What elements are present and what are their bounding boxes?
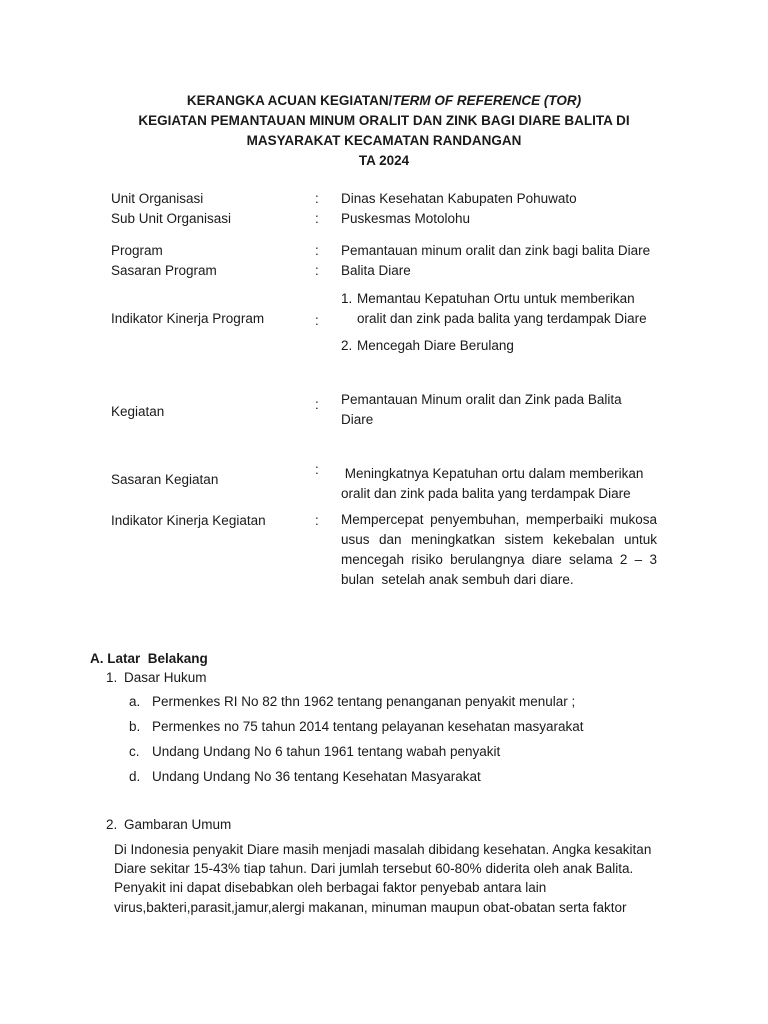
field-value-sasaran-kegiatan-line-2: oralit dan zink pada balita yang terdampak Diare (341, 486, 631, 501)
dasar-hukum-item: Undang Undang No 36 tentang Kesehatan Masyarakat (152, 769, 481, 784)
list-number: 1. (106, 670, 118, 685)
gambaran-umum-line-3: Penyakit ini dapat disebabkan oleh berbagai faktor penyebab antara lain (114, 880, 547, 895)
indikator-kegiatan-line-2: usus dan meningkatkan sistem kekebalan untuk (341, 532, 657, 547)
doc-title-italic: TERM OF REFERENCE (TOR) (392, 93, 582, 108)
indikator-kegiatan-line-4: bulan setelah anak sembuh dari diare. (341, 572, 574, 587)
field-value-sasaran-kegiatan-line-1: Meningkatnya Kepatuhan ortu dalam memberikan (341, 466, 644, 481)
field-label-kegiatan: Kegiatan (111, 404, 165, 419)
field-colon: : (315, 243, 319, 258)
subsection-title-gambaran-umum: Gambaran Umum (124, 817, 232, 832)
dasar-hukum-item: Permenkes no 75 tahun 2014 tentang pelayanan kesehatan masyarakat (152, 719, 584, 734)
gambaran-umum-line-1: Di Indonesia penyakit Diare masih menjadi masalah dibidang kesehatan. Angka kesakitan (114, 842, 652, 857)
doc-title-line-3: MASYARAKAT KECAMATAN RANDANGAN (246, 133, 522, 148)
field-colon: : (315, 513, 319, 528)
list-letter: d. (129, 769, 141, 784)
field-label-program: Program (111, 243, 163, 258)
doc-title-line-2: KEGIATAN PEMANTAUAN MINUM ORALIT DAN ZINK BAGI DIARE BALITA DI (138, 113, 630, 128)
field-value-sasaran-program: Balita Diare (341, 263, 411, 278)
doc-title-normal: KERANGKA ACUAN KEGIATAN/ (186, 93, 393, 108)
dasar-hukum-item: Undang Undang No 6 tahun 1961 tentang wabah penyakit (152, 744, 501, 759)
section-heading-latar-belakang: A. Latar Belakang (90, 651, 208, 666)
doc-title-line-1 (0, 91, 768, 111)
field-colon: : (315, 397, 319, 412)
list-number: 2. (341, 338, 353, 353)
indikator-program-item-1-line-2: oralit dan zink pada balita yang terdampak Diare (357, 311, 647, 326)
gambaran-umum-line-2: Diare sekitar 15-43% tiap tahun. Dari jumlah tersebut 60-80% diderita oleh anak Balita. (114, 861, 634, 876)
field-colon: : (315, 263, 319, 278)
gambaran-umum-line-4: virus,bakteri,parasit,jamur,alergi makanan, minuman maupun obat-obatan serta faktor (114, 900, 627, 915)
field-label-sasaran-program: Sasaran Program (111, 263, 217, 278)
list-number: 1. (341, 291, 353, 306)
indikator-kegiatan-line-1: Mempercepat penyembuhan, memperbaiki mukosa (341, 512, 657, 527)
list-number: 2. (106, 817, 118, 832)
field-value-sub-unit: Puskesmas Motolohu (341, 211, 471, 226)
field-colon: : (315, 462, 319, 477)
field-value-unit-organisasi: Dinas Kesehatan Kabupaten Pohuwato (341, 191, 577, 206)
indikator-program-item-1-line-1: Memantau Kepatuhan Ortu untuk memberikan (357, 291, 635, 306)
field-colon: : (315, 191, 319, 206)
list-letter: c. (129, 744, 140, 759)
doc-title-year: TA 2024 (358, 153, 410, 168)
list-letter: a. (129, 694, 141, 709)
subsection-title-dasar-hukum: Dasar Hukum (124, 670, 207, 685)
field-label-unit-organisasi: Unit Organisasi (111, 191, 204, 206)
field-label-sasaran-kegiatan: Sasaran Kegiatan (111, 472, 219, 487)
dasar-hukum-item: Permenkes RI No 82 thn 1962 tentang penanganan penyakit menular ; (152, 694, 576, 709)
indikator-program-item-2: Mencegah Diare Berulang (357, 338, 514, 353)
field-value-kegiatan-line-1: Pemantauan Minum oralit dan Zink pada Balita (341, 392, 622, 407)
field-colon: : (315, 313, 319, 328)
field-value-kegiatan-line-2: Diare (341, 412, 374, 427)
field-value-program: Pemantauan minum oralit dan zink bagi balita Diare (341, 243, 651, 258)
field-label-indikator-kegiatan: Indikator Kinerja Kegiatan (111, 513, 266, 528)
list-letter: b. (129, 719, 141, 734)
field-label-indikator-program: Indikator Kinerja Program (111, 311, 265, 326)
field-colon: : (315, 211, 319, 226)
field-label-sub-unit: Sub Unit Organisasi (111, 211, 232, 226)
indikator-kegiatan-line-3: mencegah risiko berulangnya diare selama 2 – 3 (341, 552, 657, 567)
